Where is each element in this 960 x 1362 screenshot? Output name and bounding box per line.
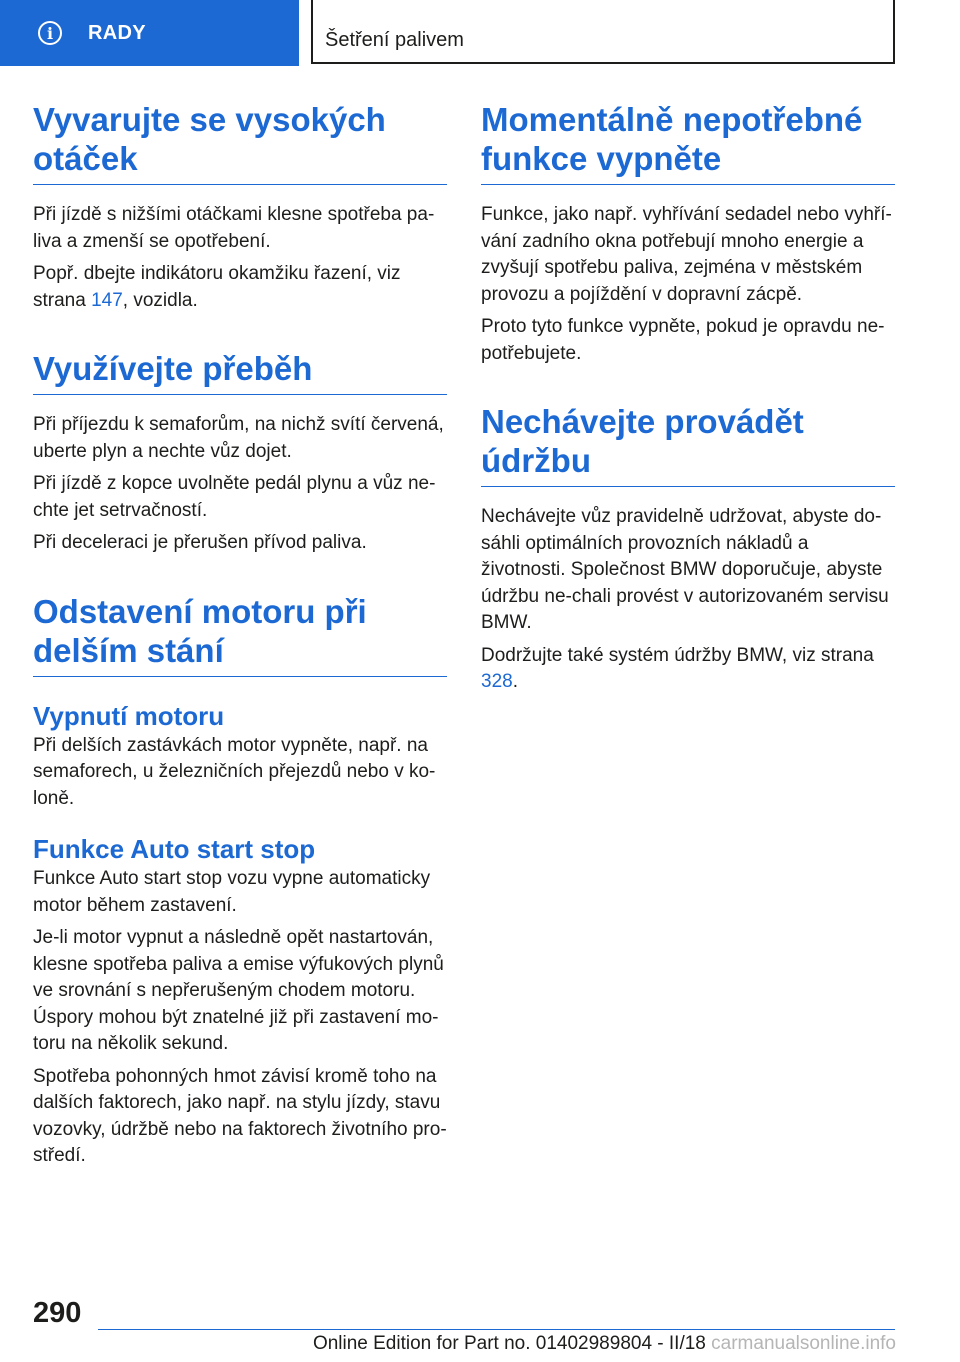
section-title-tab (311, 0, 895, 64)
subheading-engine-off: Vypnutí motoru (33, 700, 225, 731)
paragraph: Při delších zastávkách motor vypněte, např. na semaforech, u železničních přejezdů nebo v ko-loně. (33, 734, 436, 809)
right-column (481, 100, 895, 696)
footer-divider (98, 1329, 895, 1330)
page-link-328[interactable]: 328 (481, 671, 513, 692)
subheading-auto-start-stop: Funkce Auto start stop (33, 834, 316, 864)
paragraph: Dodržujte také systém údržby BMW, viz strana 328. (481, 644, 874, 692)
paragraph: Popř. dbejte indikátoru okamžiku řazení, viz strana 147, vozidla. (33, 263, 401, 311)
paragraph: Funkce Auto start stop vozu vypne automaticky motor během zastavení. (33, 868, 431, 916)
paragraph: Proto tyto funkce vypněte, pokud je opravdu ne-potřebujete. (481, 316, 885, 364)
chapter-tab-label: RADY (88, 21, 146, 44)
paragraph: Spotřeba pohonných hmot závisí kromě toho na dalších faktorech, jako např. na stylu jízdy, stavu vozovky, údržbě nebo na faktorech životního pro-středí. (33, 1065, 447, 1166)
paragraph: Při deceleraci je přerušen přívod paliva. (33, 532, 367, 553)
page-number: 290 (33, 1297, 82, 1329)
paragraph: Je-li motor vypnut a následně opět nastartován, klesne spotřeba paliva a emise výfukových plynů ve srovnání s nepřerušeným chodem motoru. Úspory mohou být znatelné již při zastavení mo-toru na několik sekund. (33, 927, 444, 1054)
info-circle-icon: i (38, 21, 62, 45)
section-title: Šetření palivem (325, 29, 464, 51)
chapter-tab[interactable] (0, 0, 299, 66)
paragraph: Při jízdě z kopce uvolněte pedál plynu a vůz ne-chte jet setrvačností. (33, 473, 436, 521)
heading-coasting: Využívejte přeběh (33, 349, 447, 395)
paragraph: Při jízdě s nižšími otáčkami klesne spotřeba pa-liva a zmenší se opotřebení. (33, 204, 435, 252)
heading-high-rpm: Vyvarujte se vysokých otáček (33, 100, 447, 185)
footer-edition: Online Edition for Part no. 01402989804 - II/18 carmanualsonline.info (312, 1333, 896, 1354)
paragraph: Funkce, jako např. vyhřívání sedadel nebo vyhří-vání zadního okna potřebují mnoho energie a zvyšují spotřebu paliva, zejména v městském provozu a pojíždění v dopravní zácpě. (481, 204, 892, 305)
paragraph: Nechávejte vůz pravidelně udržovat, abyste do-sáhli optimálních provozních nákladů a životnosti. Společnost BMW doporučuje, abyste údržbu ne-chali provést v autorizovaném servisu BMW. (481, 506, 889, 633)
watermark: carmanualsonline.info (711, 1333, 896, 1354)
page-link-147[interactable]: 147 (91, 289, 123, 311)
paragraph: Při příjezdu k semaforům, na nichž svítí červená, uberte plyn a nechte vůz dojet. (33, 414, 444, 462)
heading-engine-off: Odstavení motoru při delším stání (33, 592, 447, 677)
heading-unneeded-functions: Momentálně nepotřebné funkce vypněte (481, 100, 895, 185)
left-column (33, 100, 447, 1170)
heading-maintenance: Nechávejte provádět údržbu (481, 402, 895, 487)
